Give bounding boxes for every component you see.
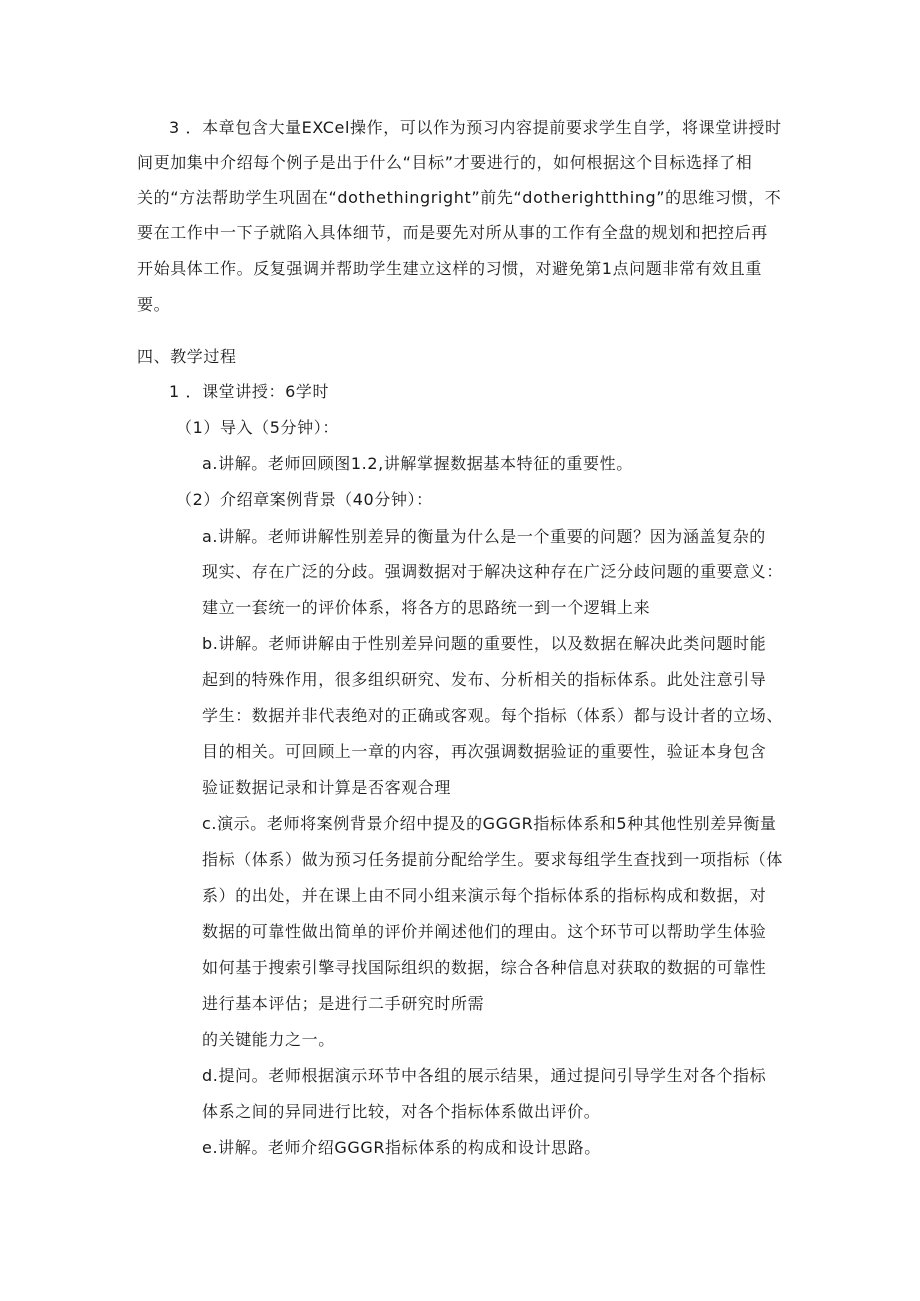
- item3-line-5: 开始具体工作。反复强调并帮助学生建立这样的习惯，对避免第1点问题非常有效且重: [137, 259, 762, 278]
- part2-b-line-3: 学生：数据并非代表绝对的正确或客观。每个指标（体系）都与设计者的立场、: [202, 706, 784, 725]
- part2-a-line-1: a.讲解。老师讲解性别差异的衡量为什么是一个重要的问题？因为涵盖复杂的: [202, 527, 766, 546]
- part2-a-line-2: 现实、存在广泛的分歧。强调数据对于解决这种存在广泛分歧问题的重要意义：: [202, 562, 784, 581]
- section4-heading: 四、教学过程: [137, 347, 237, 366]
- item3-line-3: 关的“方法帮助学生巩固在“dothethingright”前先“dotherightthing”的思维习惯，不: [137, 188, 782, 207]
- part2-b-line-2: 起到的特殊作用，很多组织研究、发布、分析相关的指标体系。此处注意引导: [202, 670, 767, 689]
- item3-line-1: 3 ．本章包含大量EXCel操作，可以作为预习内容提前要求学生自学，将课堂讲授时: [169, 118, 782, 137]
- item3-line-2: 间更加集中介绍每个例子是出于什么“目标”才要进行的，如何根据这个目标选择了相: [137, 153, 753, 172]
- part2-c-line-1: c.演示。老师将案例背景介绍中提及的GGGR指标体系和5种其他性别差异衡量: [202, 814, 777, 833]
- part2-d-line-1: d.提问。老师根据演示环节中各组的展示结果，通过提问引导学生对各个指标: [202, 1066, 767, 1085]
- part1-heading: （1）导入（5分钟）：: [176, 418, 339, 437]
- part2-c-line-4: 数据的可靠性做出简单的评价并阐述他们的理由。这个环节可以帮助学生体验: [202, 922, 767, 941]
- item3-line-6: 要。: [137, 295, 171, 314]
- part2-c-line-7: 的关键能力之一。: [202, 1030, 335, 1049]
- part2-c-line-3: 系）的出处，并在课上由不同小组来演示每个指标体系的指标构成和数据，对: [202, 886, 767, 905]
- part2-b-line-5: 验证数据记录和计算是否客观合理: [202, 778, 452, 797]
- part1-a: a.讲解。老师回顾图1.2,讲解掌握数据基本特征的重要性。: [202, 454, 633, 473]
- part2-c-line-5: 如何基于搜索引擎寻找国际组织的数据，综合各种信息对获取的数据的可靠性: [202, 958, 767, 977]
- part2-b-line-1: b.讲解。老师讲解由于性别差异问题的重要性，以及数据在解决此类问题时能: [202, 634, 767, 653]
- part2-b-line-4: 目的相关。可回顾上一章的内容，再次强调数据验证的重要性，验证本身包含: [202, 742, 767, 761]
- part2-a-line-3: 建立一套统一的评价体系，将各方的思路统一到一个逻辑上来: [202, 598, 651, 617]
- part2-c-line-2: 指标（体系）做为预习任务提前分配给学生。要求每组学生查找到一项指标（体: [202, 850, 784, 869]
- section4-sub1: 1 ．课堂讲授：6学时: [169, 382, 330, 401]
- part2-heading: （2）介绍章案例背景（40分钟）：: [176, 490, 433, 509]
- part2-e: e.讲解。老师介绍GGGR指标体系的构成和设计思路。: [202, 1138, 601, 1157]
- part2-c-line-6: 进行基本评估；是进行二手研究时所需: [202, 994, 485, 1013]
- part2-d-line-2: 体系之间的异同进行比较，对各个指标体系做出评价。: [202, 1102, 601, 1121]
- item3-line-4: 要在工作中一下子就陷入具体细节，而是要先对所从事的工作有全盘的规划和把控后再: [137, 223, 768, 242]
